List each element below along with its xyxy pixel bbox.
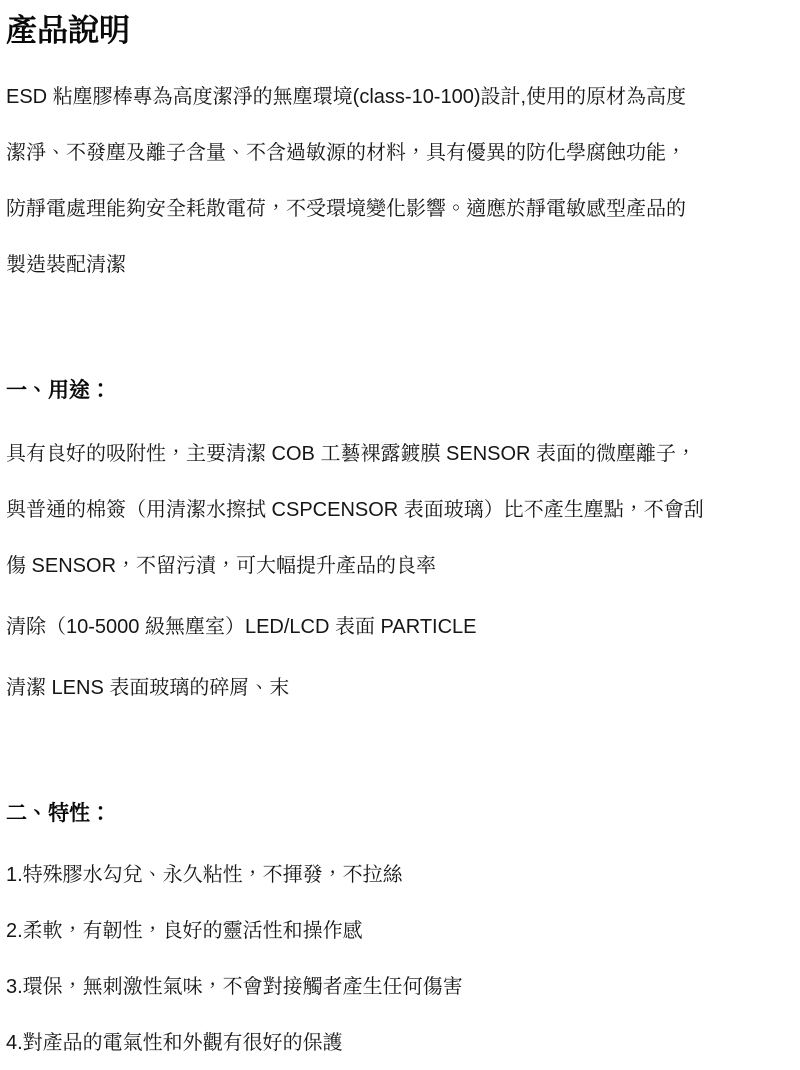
- usage-paragraph: [6, 426, 794, 594]
- usage-line: 具有良好的吸附性，主要清潔 COB 工藝裸露鍍膜 SENSOR 表面的微塵離子，: [6, 442, 697, 465]
- feature-item: 3.環保，無刺激性氣味，不會對接觸者產生任何傷害: [6, 975, 463, 998]
- usage-line: 清潔 LENS 表面玻璃的碎屑、末: [6, 676, 290, 699]
- usage-section-body: [6, 426, 794, 716]
- intro-line: 潔淨、不發塵及離子含量、不含過敏源的材料，具有優異的防化學腐蝕功能，: [6, 141, 686, 164]
- section-heading-usage: 一、用途：: [6, 378, 111, 402]
- feature-item: 4.對產品的電氣性和外觀有很好的保護: [6, 1031, 343, 1054]
- feature-item: 2.柔軟，有韌性，良好的靈活性和操作感: [6, 919, 363, 942]
- page-title: 產品說明: [6, 13, 130, 48]
- usage-line: 傷 SENSOR，不留污漬，可大幅提升產品的良率: [6, 554, 437, 577]
- usage-paragraph: [6, 599, 794, 655]
- features-section-body: [6, 847, 794, 1070]
- feature-item: 1.特殊膠水勾兌、永久粘性，不揮發，不拉絲: [6, 863, 403, 886]
- intro-line: 製造裝配清潔: [6, 253, 126, 276]
- usage-paragraph: [6, 660, 794, 716]
- usage-line: 清除（10-5000 級無塵室）LED/LCD 表面 PARTICLE: [6, 615, 477, 638]
- section-heading-features: 二、特性：: [6, 801, 111, 825]
- intro-line: ESD 粘塵膠棒專為高度潔淨的無塵環境(class-10-100)設計,使用的原材為高度: [6, 85, 687, 108]
- intro-line: 防靜電處理能夠安全耗散電荷，不受環境變化影響。適應於靜電敏感型產品的: [6, 197, 686, 220]
- usage-line: 與普通的棉簽（用清潔水擦拭 CSPCENSOR 表面玻璃）比不產生塵點，不會刮: [6, 498, 704, 521]
- intro-paragraph: [6, 69, 794, 293]
